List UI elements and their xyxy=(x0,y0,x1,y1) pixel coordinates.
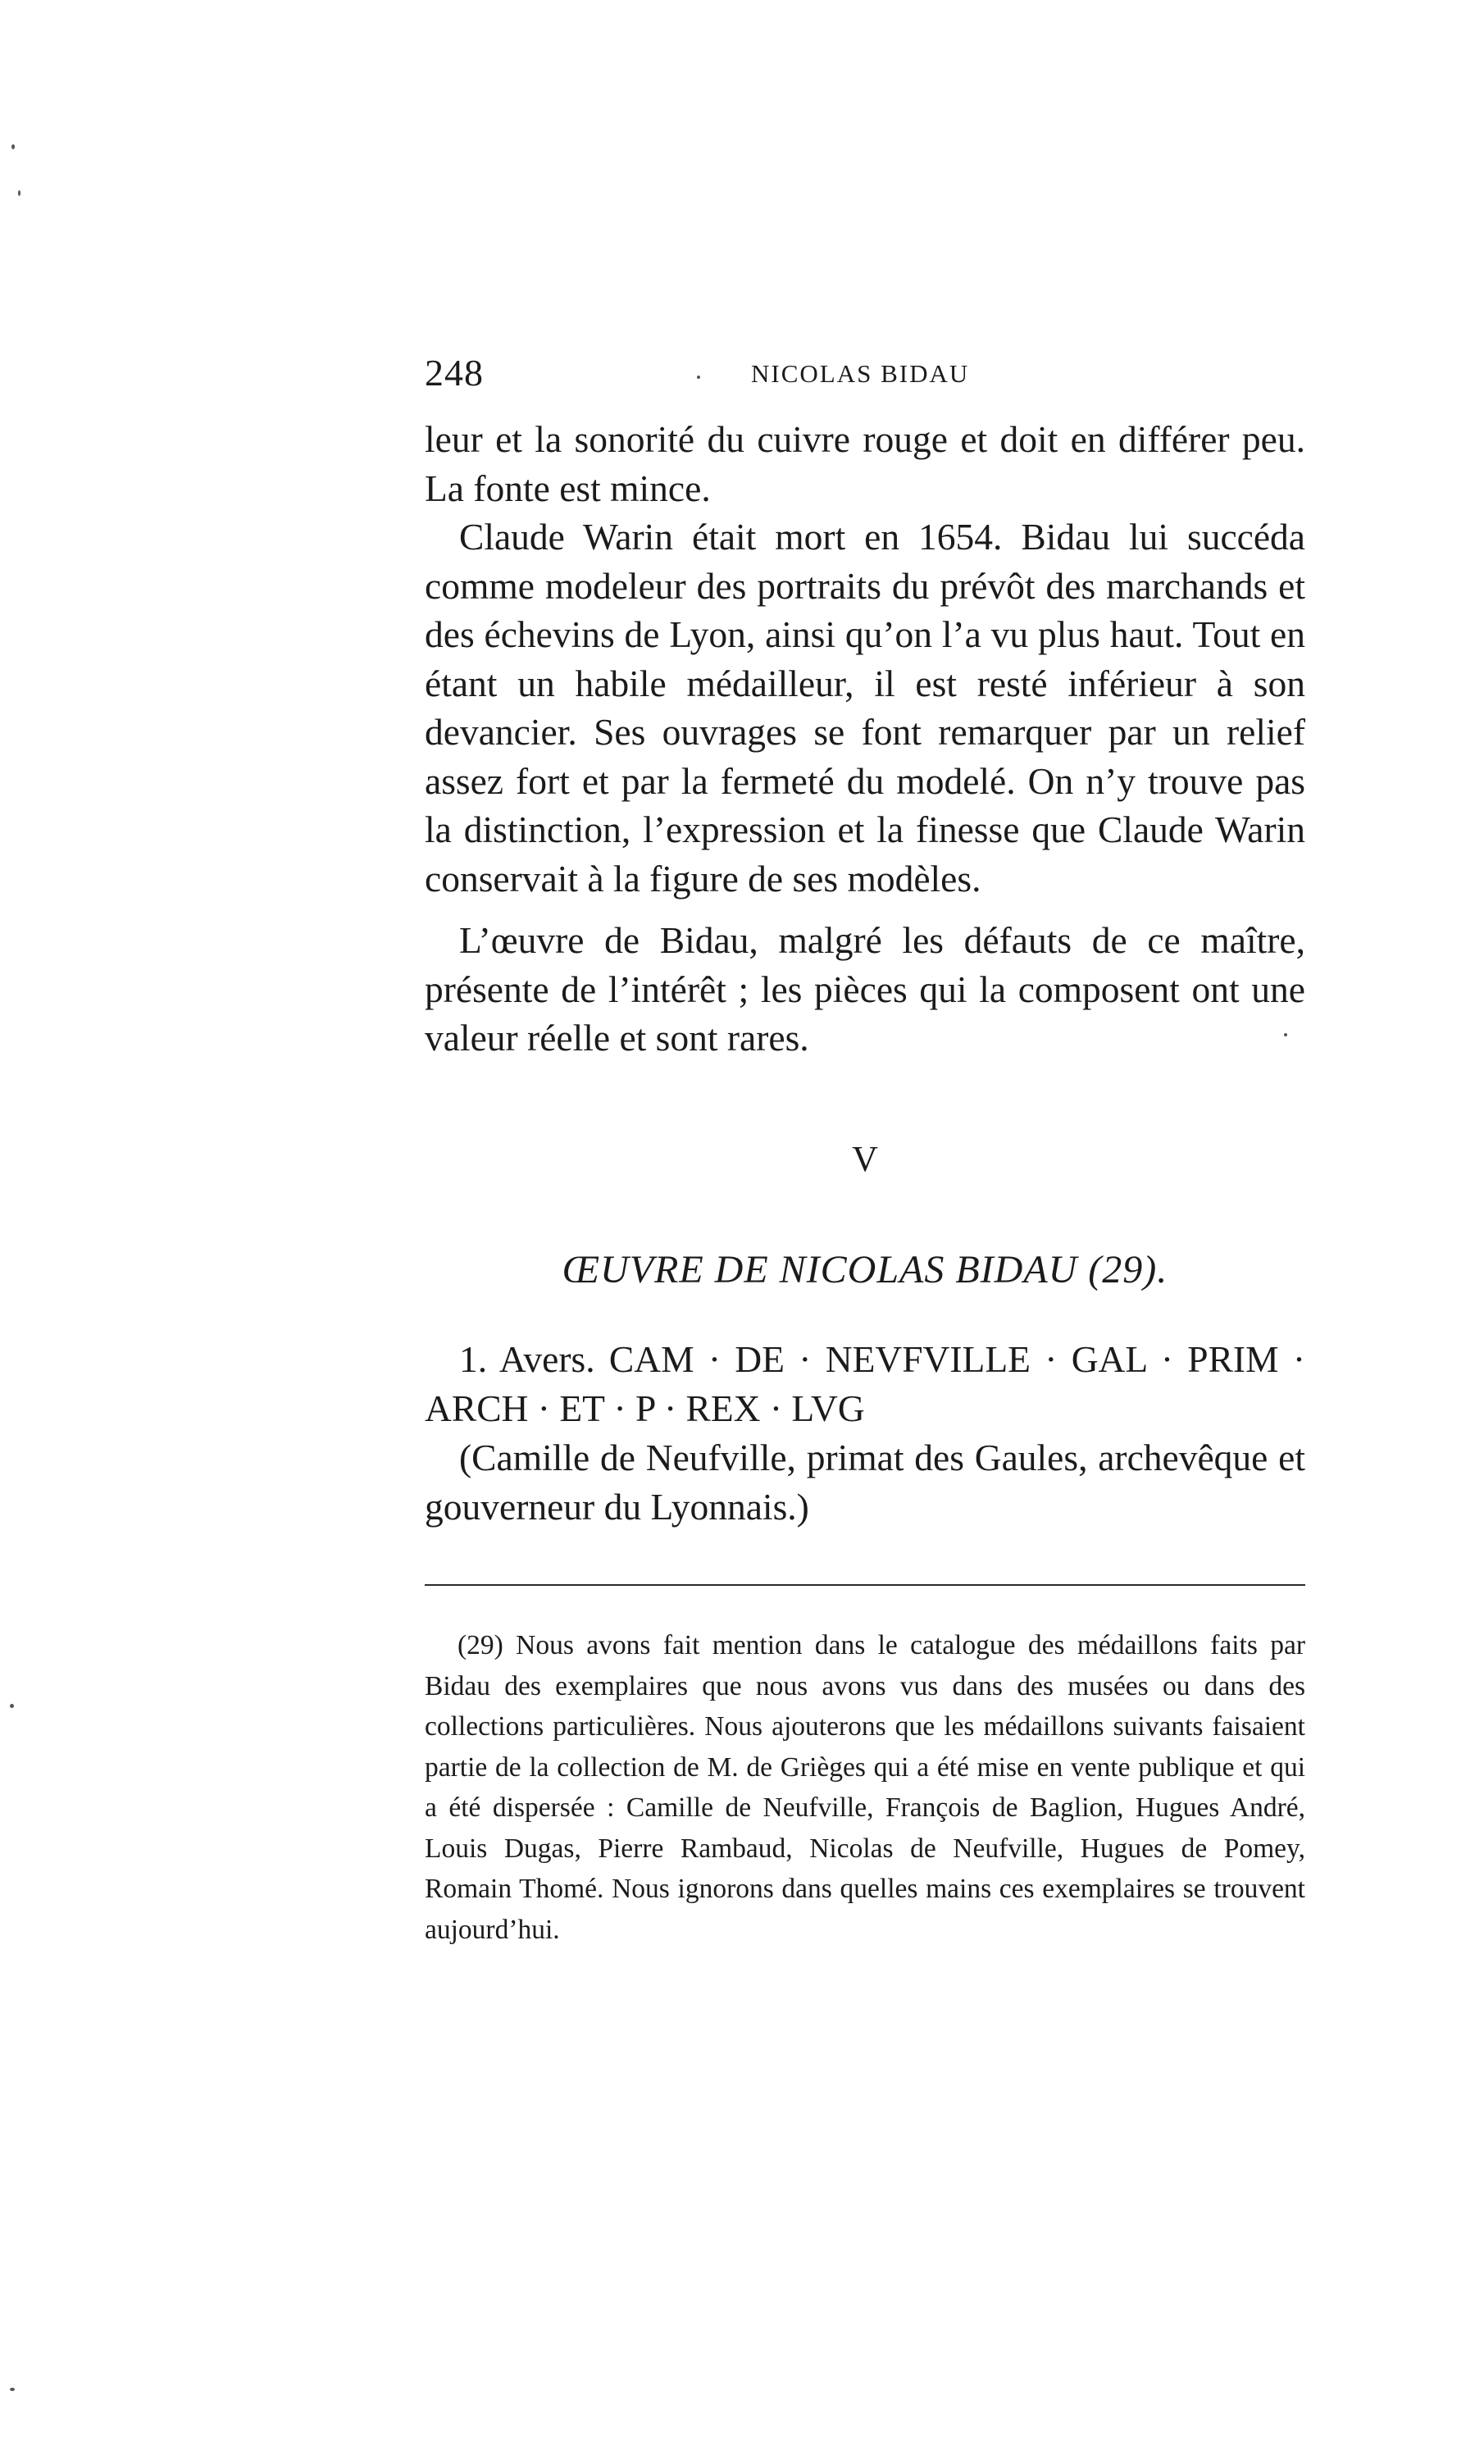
margin-speck xyxy=(10,2388,15,2391)
entry-translation: (Camille de Neufville, primat des Gaules, archevêque et gouverneur du Lyonnais.) xyxy=(425,1437,1305,1528)
page-number: 248 xyxy=(425,352,484,394)
footnote xyxy=(425,1625,1305,1950)
entry-inscription: 1. Avers. CAM · DE · NEVFVILLE · GAL · PRIM · ARCH · ET · P · REX · LVG xyxy=(425,1338,1305,1429)
catalogue-entry xyxy=(425,1335,1305,1532)
running-head: NICOLAS BIDAU xyxy=(751,359,970,388)
page-header xyxy=(425,351,1305,400)
margin-speck xyxy=(1284,1033,1287,1036)
margin-speck xyxy=(697,376,700,379)
paragraph-continuation: leur et la sonorité du cuivre rouge et doit en différer peu. La fonte est mince. xyxy=(425,418,1305,509)
footnote-text: (29) Nous avons fait mention dans le catalogue des médaillons faits par Bidau des exemplaires que nous avons vus dans des musées ou dans des collections particulières. Nous ajouterons que les médaillons suivants faisaient partie de la collection de M. de Grièges qui a été mise en vente publique et qui a été dispersée : Camille de Neufville, François de Baglion, Hugues André, Louis Dugas, Pierre Rambaud, Nicolas de Neufville, Hugues de Pomey, Romain Thomé. Nous ignorons dans quelles mains ces exemplaires se trouvent aujourd’hui. xyxy=(425,1630,1305,1945)
margin-speck xyxy=(18,190,20,196)
section-title: ŒUVRE DE NICOLAS BIDAU (29). xyxy=(562,1248,1168,1291)
paragraph-warin: Claude Warin était mort en 1654. Bidau lui succéda comme modeleur des portraits du prévôt des marchands et des échevins de Lyon, ainsi qu’on l’a vu plus haut. Tout en étant un habile médailleur, il est resté inférieur à son devancier. Ses ouvrages se font remarquer par un relief assez fort et par la fermeté du modelé. On n’y trouve pas la distinction, l’expression et la finesse que Claude Warin conservait à la figure de ses modèles. xyxy=(425,516,1305,900)
paragraph-oeuvre: L’œuvre de Bidau, malgré les défauts de ce maître, présente de l’intérêt ; les pièces qui la composent ont une valeur réelle et sont rares. xyxy=(425,919,1305,1059)
margin-speck xyxy=(11,144,15,149)
footnote-rule xyxy=(425,1584,1305,1586)
section-numeral: V xyxy=(852,1139,878,1179)
body-text xyxy=(425,415,1305,1063)
margin-speck xyxy=(10,1704,14,1708)
